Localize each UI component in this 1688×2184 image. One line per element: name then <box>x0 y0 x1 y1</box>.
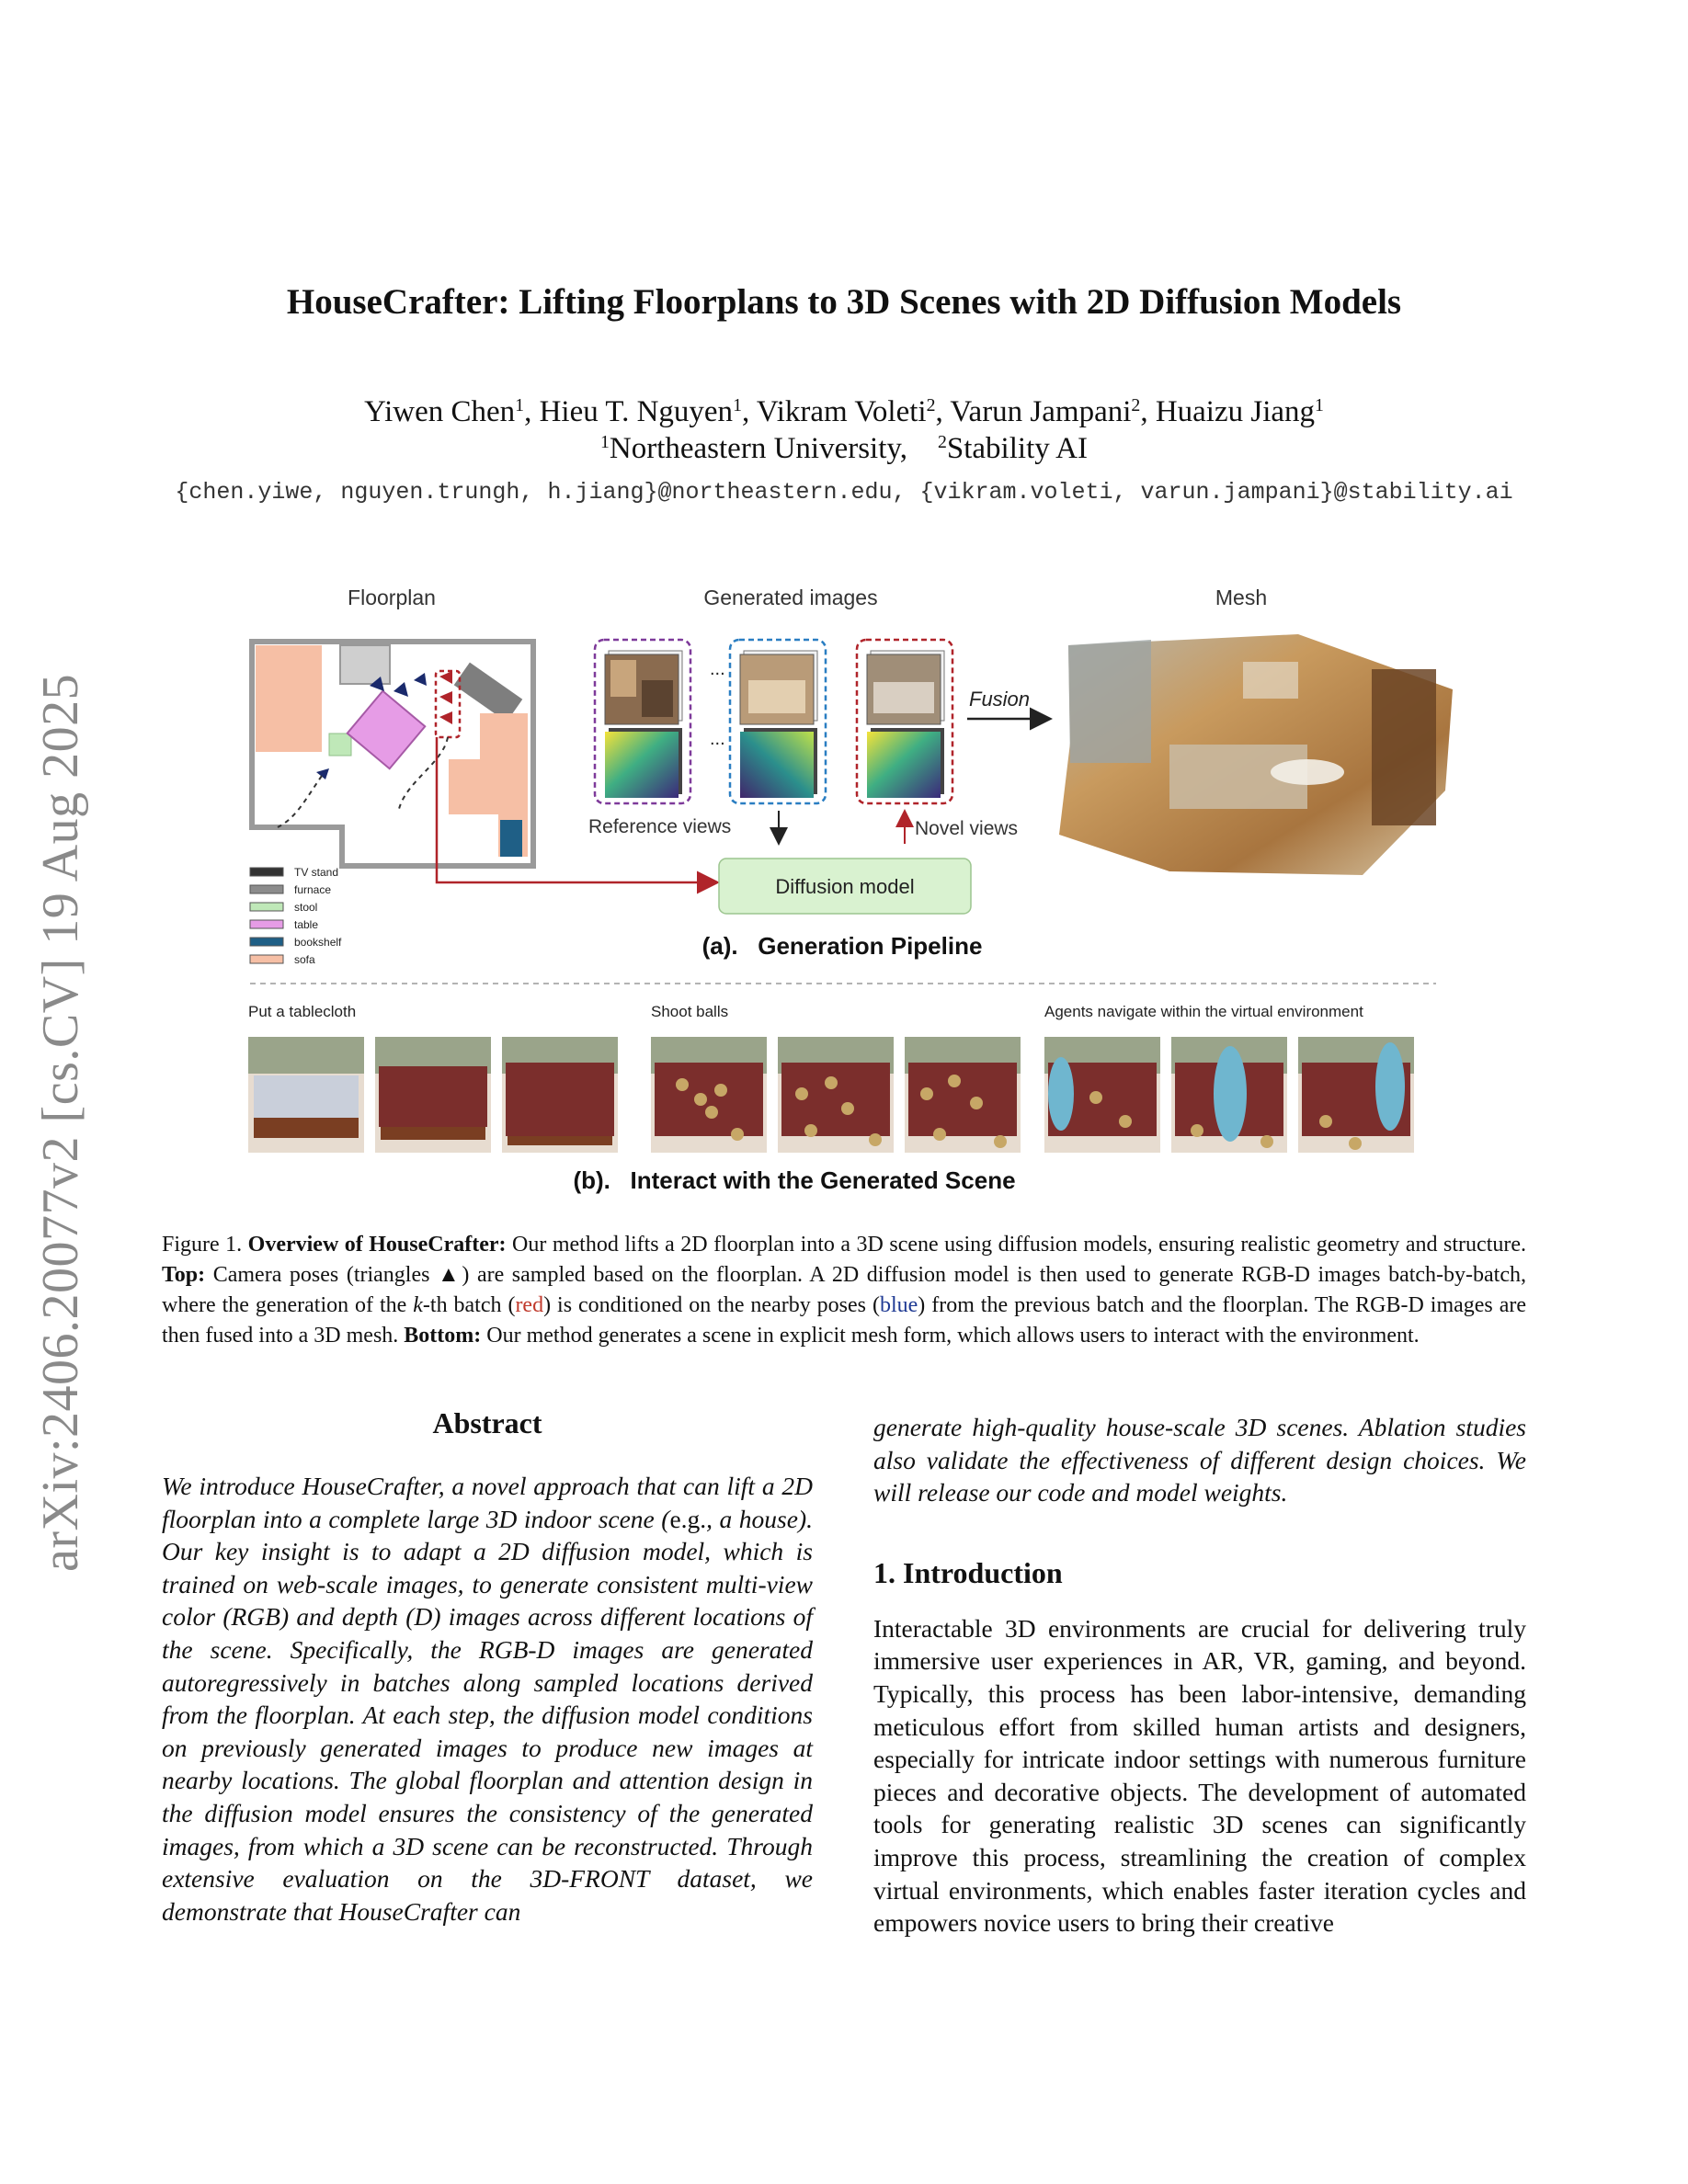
figure-1 <box>241 579 1453 1205</box>
caption-top-label: Top: <box>162 1263 206 1287</box>
affiliation-mark: 1 <box>600 432 610 453</box>
abstract-text-part: We introduce HouseCrafter, a novel approach that can lift a 2D floorplan into a complete large 3D indoor scene ( <box>162 1472 813 1533</box>
author-name: Vikram Voleti <box>756 395 927 428</box>
novel-views-label: Novel views <box>915 818 1019 839</box>
diffusion-model-label: Diffusion model <box>775 875 915 898</box>
legend-table: table <box>294 918 319 931</box>
reference-views-label: Reference views <box>588 816 732 837</box>
abstract-text-part: , a house). Our key insight is to adapt a 2D diffusion model, which is trained on web-scale images, to generate consistent multi-view color (RGB) and depth (D) images across different locations of the scene. Specifically, the RGB-D images are generated autoregressively in batches along sampled locations derived from the floorplan. At each step, the diffusion model conditions on previously generated images to produce new images at nearby locations. The global floorplan and attention design in the diffusion model ensures the consistency of the generated images, from which a 3D scene can be reconstructed. Through extensive evaluation on the 3D-FRONT dataset, we demonstrate that HouseCrafter can <box>162 1504 813 1926</box>
legend-sofa: sofa <box>294 953 315 966</box>
mesh-render <box>1059 634 1453 875</box>
introduction-text: Interactable 3D environments are crucial for delivering truly immersive user experiences in AR, VR, gaming, and beyond. Typically, this process has been labor-intensive, demanding meticulous effort from skilled human artists and designers, especially for intricate indoor settings with numerous furniture pieces and decorative objects. The development of automated tools for generating realistic 3D scenes can significantly improve this process, streamlining the creation of complex virtual environments, which enables faster iteration cycles and empowers novice users to bring their creative <box>873 1613 1526 1938</box>
ellipsis: ... <box>710 729 725 749</box>
caption-bottom-label: Bottom: <box>404 1324 482 1348</box>
caption-text: ) from the previous batch and the floorplan. The RGB-D images are then fused into a 3D mesh. <box>162 1293 1527 1348</box>
tablecloth-frame-3 <box>502 1037 618 1153</box>
legend-stool: stool <box>294 901 318 914</box>
abstract-heading: Abstract <box>432 1406 542 1439</box>
introduction-heading: 1. Introduction <box>873 1555 1063 1589</box>
agents-frame-2 <box>1171 1037 1287 1153</box>
caption-bold-title: Overview of HouseCrafter: <box>247 1233 507 1257</box>
abstract-eg: e.g. <box>669 1504 707 1533</box>
affiliation-name: Stability AI <box>946 432 1088 465</box>
shoot-balls-frame-3 <box>905 1037 1021 1153</box>
part-b-caption: (b). Interact with the Generated Scene <box>573 1166 1016 1194</box>
agents-frame-3 <box>1298 1037 1414 1153</box>
group-label-shoot-balls: Shoot balls <box>651 1003 729 1020</box>
affiliations <box>0 432 1688 466</box>
arxiv-identifier: arXiv:2406.20077v2 [cs.CV] 19 Aug 2025 <box>32 673 89 1572</box>
generated-images-label: Generated images <box>703 586 878 609</box>
caption-label: Figure 1. <box>162 1233 243 1257</box>
caption-text: Our method generates a scene in explicit mesh form, which allows users to interact with the environment. <box>481 1324 1420 1348</box>
author-name: Yiwen Chen <box>364 395 516 428</box>
shoot-balls-frame-2 <box>778 1037 894 1153</box>
author-affiliation-mark: 2 <box>926 395 936 416</box>
paper-title: HouseCrafter: Lifting Floorplans to 3D Scenes with 2D Diffusion Models <box>286 282 1402 322</box>
part-a-caption: (a). Generation Pipeline <box>701 932 983 960</box>
caption-text: ) is conditioned on the nearby poses ( <box>543 1293 880 1317</box>
legend-furnace: furnace <box>294 883 332 896</box>
floorplan-label: Floorplan <box>348 586 436 609</box>
reference-batch-1 <box>595 640 690 803</box>
abstract-continuation: generate high-quality house-scale 3D scenes. Ablation studies also validate the effectiveness of different design choices. We will release our code and model weights. <box>873 1413 1526 1507</box>
caption-k: k <box>413 1293 423 1317</box>
mesh-label: Mesh <box>1215 586 1268 609</box>
abstract-text <box>162 1470 813 1928</box>
tablecloth-frame-1 <box>248 1037 364 1153</box>
caption-red-word: red <box>515 1293 544 1317</box>
author-name: Hieu T. Nguyen <box>539 395 734 428</box>
caption-text: -th batch ( <box>422 1293 516 1317</box>
author-affiliation-mark: 1 <box>515 395 525 416</box>
author-affiliation-mark: 1 <box>1315 395 1324 416</box>
author-name: Varun Jampani <box>950 395 1132 428</box>
left-column <box>162 1402 813 1928</box>
affiliation-name: Northeastern University, <box>609 432 907 465</box>
shoot-balls-frame-1 <box>651 1037 767 1153</box>
author-list: Yiwen Chen$^1$, Hieu T. Nguyen$^1$, Vikram Voleti$^2$, Varun Jampani$^2$, Huaizu Jiang$^1$ <box>364 395 1324 428</box>
author-name: Huaizu Jiang <box>1155 395 1316 428</box>
group-label-agents: Agents navigate within the virtual environment <box>1044 1003 1363 1020</box>
group-label-tablecloth: Put a tablecloth <box>248 1003 357 1020</box>
floorplan-legend <box>250 866 342 966</box>
agents-frame-1 <box>1044 1037 1160 1153</box>
ellipsis: ... <box>710 659 725 679</box>
caption-blue-word: blue <box>879 1293 918 1317</box>
tablecloth-frame-2 <box>375 1037 491 1153</box>
right-column <box>873 1411 1526 1939</box>
legend-bookshelf: bookshelf <box>294 936 342 949</box>
legend-tv-stand: TV stand <box>294 866 339 879</box>
affiliation-mark: 2 <box>938 432 947 453</box>
fusion-label: Fusion <box>969 688 1031 711</box>
novel-batch <box>857 640 952 803</box>
author-affiliation-mark: 1 <box>733 395 742 416</box>
figure-caption <box>162 1230 1526 1351</box>
caption-text: Our method lifts a 2D floorplan into a 3D scene using diffusion models, ensuring realistic geometry and structure. <box>506 1233 1527 1257</box>
reference-batch-2 <box>730 640 826 803</box>
floorplan-diagram <box>252 642 533 866</box>
author-emails: {chen.yiwe, nguyen.trungh, h.jiang}@northeastern.edu, {vikram.voleti, varun.jampani}@stability.ai <box>175 479 1513 506</box>
author-affiliation-mark: 2 <box>1131 395 1141 416</box>
caption-text: Camera poses (triangles ▲) are sampled based on the floorplan. A 2D diffusion model is then used to generate RGB-D images batch-by-batch, where the generation of the <box>162 1263 1526 1317</box>
